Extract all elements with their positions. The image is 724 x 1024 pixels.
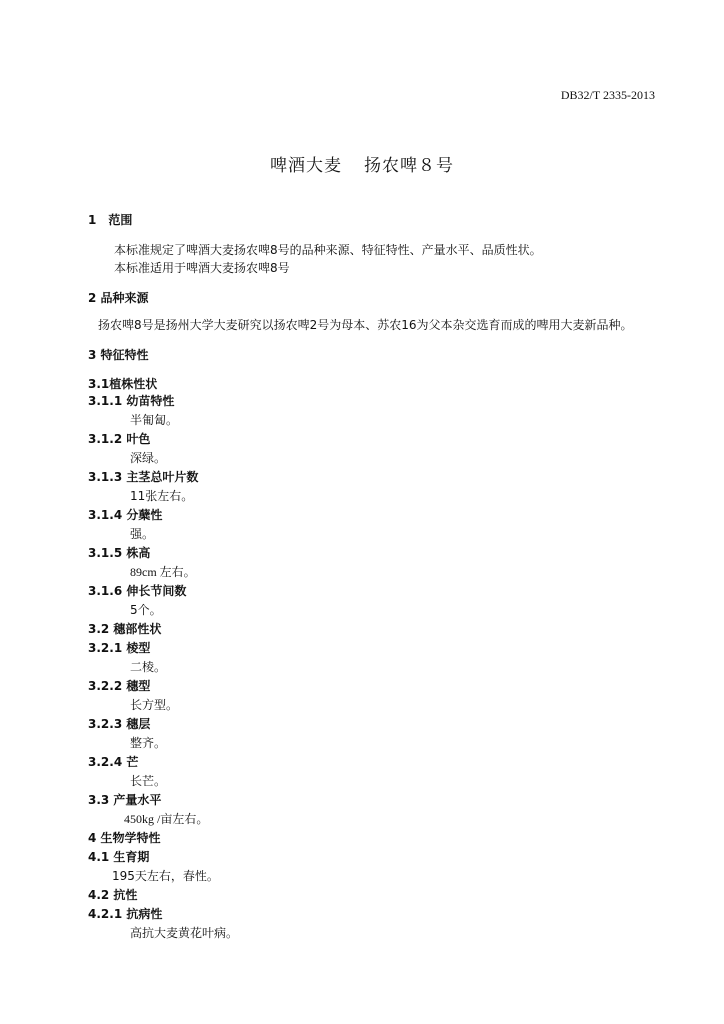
- section-4-2-1-text: 高抗大麦黄花叶病。: [130, 926, 239, 940]
- title-part-2: 扬农啤８号: [364, 156, 454, 176]
- section-4-heading: 4 生物学特性: [88, 831, 161, 845]
- section-3-1-4-text: 强。: [130, 527, 155, 541]
- section-1-heading: 1 范围: [88, 213, 133, 227]
- section-3-1-5-heading: 3.1.5 株高: [88, 546, 151, 560]
- section-3-1-3-heading: 3.1.3 主茎总叶片数: [88, 470, 199, 484]
- section-3-2-2-heading: 3.2.2 穗型: [88, 679, 151, 693]
- section-3-3-text: 450kg /亩左右。: [124, 812, 209, 826]
- section-3-2-1-heading: 3.2.1 棱型: [88, 641, 151, 655]
- section-3-1-3-text: 11张左右。: [130, 489, 194, 503]
- section-2-para: 扬农啤8号是扬州大学大麦研究以扬农啤2号为母本、苏农16为父本杂交选育而成的啤用大麦新品种。: [98, 318, 633, 332]
- section-3-2-heading: 3.2 穗部性状: [88, 622, 162, 636]
- section-3-1-heading: 3.1植株性状: [88, 377, 158, 391]
- section-3-2-3-text: 整齐。: [130, 736, 167, 750]
- section-4-1-heading: 4.1 生育期: [88, 850, 150, 864]
- section-3-2-3-heading: 3.2.3 穗层: [88, 717, 151, 731]
- section-3-1-6-text: 5个。: [130, 603, 162, 617]
- section-3-3-heading: 3.3 产量水平: [88, 793, 162, 807]
- section-3-1-2-heading: 3.1.2 叶色: [88, 432, 151, 446]
- section-3-1-6-heading: 3.1.6 伸长节间数: [88, 584, 187, 598]
- section-3-1-1-heading: 3.1.1 幼苗特性: [88, 394, 175, 408]
- document-title: [0, 151, 724, 176]
- section-4-2-1-heading: 4.2.1 抗病性: [88, 907, 163, 921]
- section-4-1-text: 195天左右，春性。: [112, 869, 219, 883]
- section-3-1-2-text: 深绿。: [130, 451, 167, 465]
- section-3-1-1-text: 半匍匐。: [130, 413, 179, 427]
- section-3-heading: 3 特征特性: [88, 348, 149, 362]
- section-3-2-4-text: 长芒。: [130, 774, 167, 788]
- section-2-heading: 2 品种来源: [88, 291, 149, 305]
- section-3-2-1-text: 二棱。: [130, 660, 167, 674]
- section-4-2-heading: 4.2 抗性: [88, 888, 138, 902]
- section-3-1-4-heading: 3.1.4 分蘖性: [88, 508, 163, 522]
- title-part-1: 啤酒大麦: [270, 156, 342, 176]
- section-1-para-2: 本标准适用于啤酒大麦扬农啤8号: [114, 261, 290, 275]
- section-1-para-1: 本标准规定了啤酒大麦扬农啤8号的品种来源、特征特性、产量水平、品质性状。: [114, 243, 542, 257]
- section-3-2-4-heading: 3.2.4 芒: [88, 755, 139, 769]
- section-3-1-5-text: 89cm 左右。: [130, 565, 196, 579]
- section-3-2-2-text: 长方型。: [130, 698, 179, 712]
- standard-code: DB32/T 2335-2013: [560, 88, 655, 102]
